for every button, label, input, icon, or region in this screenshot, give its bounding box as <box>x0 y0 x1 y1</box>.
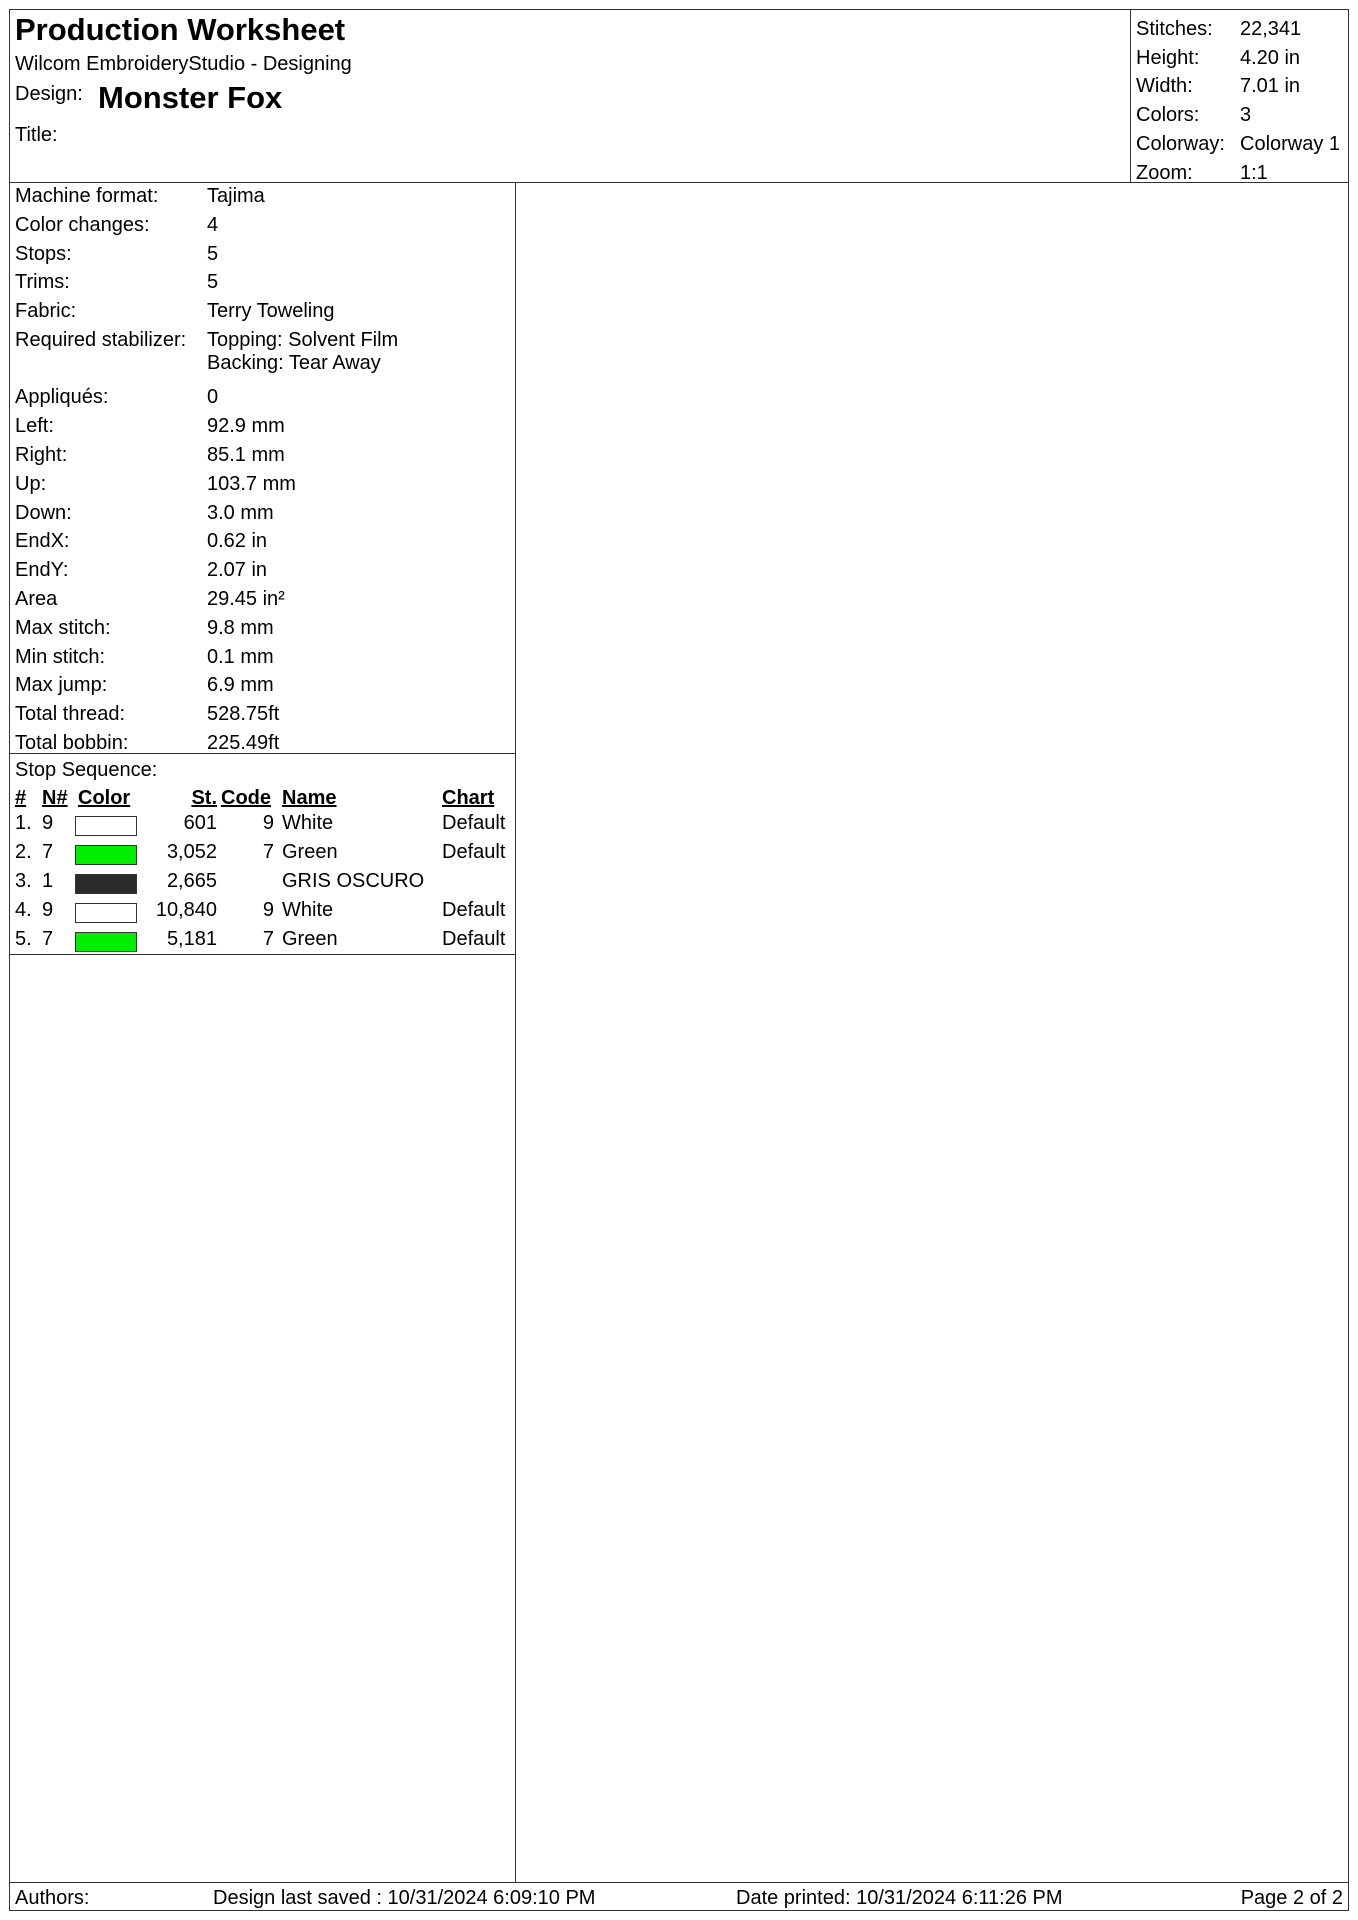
info-value: 5 <box>207 243 219 265</box>
summary-label: Stitches: <box>1136 18 1213 40</box>
info-label: Machine format: <box>15 185 159 207</box>
row-needle: 9 <box>42 899 54 921</box>
summary-label: Width: <box>1136 75 1193 97</box>
summary-label: Colorway: <box>1136 133 1225 155</box>
row-name: Green <box>282 841 338 863</box>
summary-value: 22,341 <box>1240 18 1302 40</box>
info-value: 0.1 mm <box>207 646 274 668</box>
row-chart: Default <box>442 928 506 950</box>
color-swatch <box>75 816 137 836</box>
page-number: Page 2 of 2 <box>1240 1887 1343 1909</box>
info-label: EndY: <box>15 559 69 581</box>
row-stitches: 5,181 <box>166 928 217 950</box>
summary-value: 7.01 in <box>1240 75 1301 97</box>
col-header-number: # <box>15 787 27 809</box>
summary-label: Height: <box>1136 47 1200 69</box>
row-name: GRIS OSCURO <box>282 870 425 892</box>
info-label: Left: <box>15 415 54 437</box>
table-row <box>10 928 515 956</box>
row-name: White <box>282 899 334 921</box>
info-value: Tajima <box>207 185 265 207</box>
table-row <box>10 899 515 927</box>
row-code: 9 <box>262 812 274 834</box>
row-name: Green <box>282 928 338 950</box>
info-value: 29.45 in² <box>207 588 285 610</box>
row-stitches: 3,052 <box>166 841 217 863</box>
row-chart: Default <box>442 812 506 834</box>
col-header-needle: N# <box>42 787 68 809</box>
info-label: Trims: <box>15 271 70 293</box>
last-saved: Design last saved : 10/31/2024 6:09:10 PM <box>213 1887 596 1909</box>
summary-value: 4.20 in <box>1240 47 1301 69</box>
info-value: Terry Toweling <box>207 300 335 322</box>
authors-label: Authors: <box>15 1887 90 1909</box>
row-code: 7 <box>262 928 274 950</box>
summary-panel <box>1130 10 1349 182</box>
info-label: Stops: <box>15 243 72 265</box>
details-column <box>10 182 516 1882</box>
info-label: Total thread: <box>15 703 126 725</box>
info-value: Topping: Solvent Film <box>207 329 399 351</box>
row-number: 5. <box>15 928 32 950</box>
info-value: 5 <box>207 271 219 293</box>
row-needle: 9 <box>42 812 54 834</box>
row-stitches: 601 <box>183 812 217 834</box>
col-header-code: Code <box>221 787 271 809</box>
color-swatch <box>75 874 137 894</box>
info-value: 9.8 mm <box>207 617 274 639</box>
design-label: Design: <box>15 83 83 105</box>
row-chart: Default <box>442 899 506 921</box>
info-label: Required stabilizer: <box>15 329 187 351</box>
summary-value: Colorway 1 <box>1240 133 1341 155</box>
info-label: Fabric: <box>15 300 77 322</box>
summary-label: Zoom: <box>1136 162 1193 184</box>
info-value: 2.07 in <box>207 559 268 581</box>
info-value: 85.1 mm <box>207 444 285 466</box>
color-swatch <box>75 903 137 923</box>
row-chart: Default <box>442 841 506 863</box>
row-stitches: 10,840 <box>155 899 217 921</box>
worksheet-header <box>10 10 1348 183</box>
color-swatch <box>75 845 137 865</box>
info-value: 0 <box>207 386 219 408</box>
info-value: 3.0 mm <box>207 502 274 524</box>
info-value: 528.75ft <box>207 703 280 725</box>
info-value: 92.9 mm <box>207 415 285 437</box>
row-needle: 1 <box>42 870 54 892</box>
worksheet-sheet <box>9 9 1349 1911</box>
design-name: Monster Fox <box>98 80 283 115</box>
col-header-color: Color <box>78 787 131 809</box>
info-label: Min stitch: <box>15 646 106 668</box>
info-label: Down: <box>15 502 72 524</box>
info-label: Max stitch: <box>15 617 111 639</box>
summary-value: 3 <box>1240 104 1252 126</box>
worksheet-footer <box>10 1882 1348 1911</box>
design-info-panel <box>10 182 515 754</box>
row-number: 4. <box>15 899 32 921</box>
page-title: Production Worksheet <box>15 12 346 47</box>
info-value: 103.7 mm <box>207 473 296 495</box>
row-number: 2. <box>15 841 32 863</box>
table-row <box>10 870 515 898</box>
col-header-name: Name <box>282 787 337 809</box>
info-value: 4 <box>207 214 219 236</box>
info-label: Total bobbin: <box>15 732 129 754</box>
row-code: 7 <box>262 841 274 863</box>
date-printed: Date printed: 10/31/2024 6:11:26 PM <box>736 1887 1063 1909</box>
stop-sequence-label: Stop Sequence: <box>15 759 158 781</box>
app-name: Wilcom EmbroideryStudio - Designing <box>15 53 352 75</box>
table-row <box>10 812 515 840</box>
row-code: 9 <box>262 899 274 921</box>
info-label: Area <box>15 588 58 610</box>
info-label: Color changes: <box>15 214 150 236</box>
col-header-chart: Chart <box>442 787 495 809</box>
info-value: 0.62 in <box>207 530 268 552</box>
col-header-stitches: St. <box>191 787 217 809</box>
row-stitches: 2,665 <box>166 870 217 892</box>
info-label: Max jump: <box>15 674 108 696</box>
summary-label: Colors: <box>1136 104 1200 126</box>
info-value: Backing: Tear Away <box>207 352 381 374</box>
info-value: 6.9 mm <box>207 674 274 696</box>
table-row <box>10 841 515 869</box>
row-number: 1. <box>15 812 32 834</box>
info-label: Up: <box>15 473 47 495</box>
stop-sequence-table <box>10 754 515 955</box>
title-label: Title: <box>15 124 58 146</box>
info-label: Right: <box>15 444 68 466</box>
row-needle: 7 <box>42 841 54 863</box>
row-name: White <box>282 812 334 834</box>
row-needle: 7 <box>42 928 54 950</box>
row-number: 3. <box>15 870 32 892</box>
summary-value: 1:1 <box>1240 162 1268 184</box>
info-label: EndX: <box>15 530 70 552</box>
info-label: Appliqués: <box>15 386 109 408</box>
info-value: 225.49ft <box>207 732 280 754</box>
color-swatch <box>75 932 137 952</box>
